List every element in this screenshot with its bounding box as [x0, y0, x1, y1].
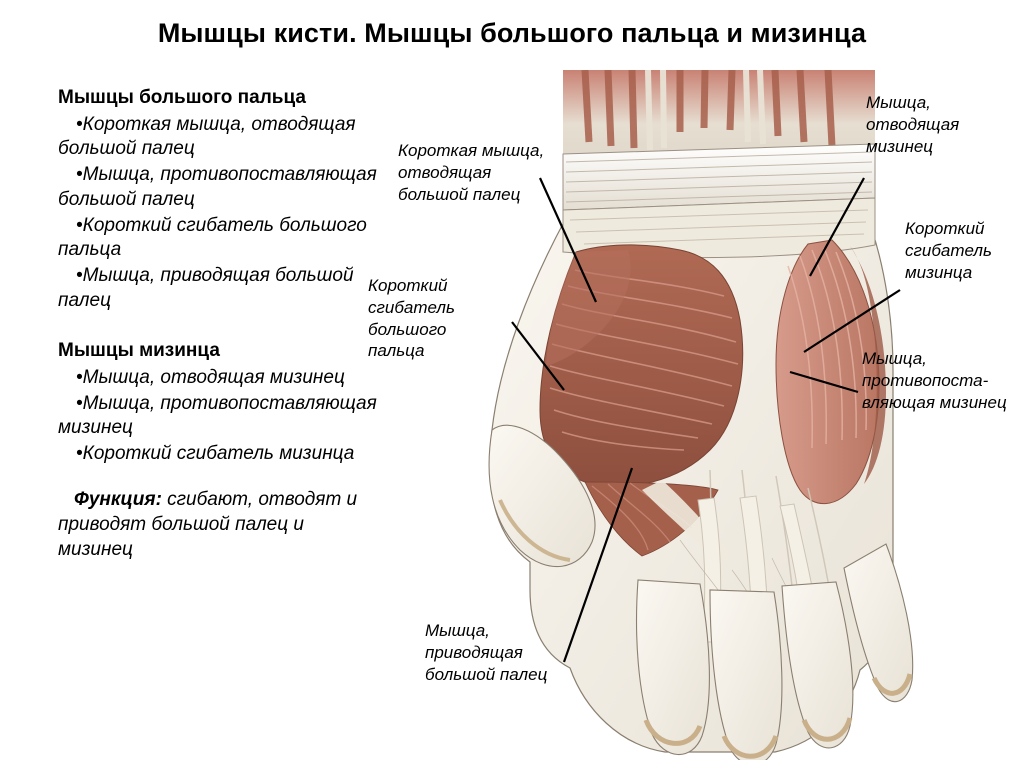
list-item: •Короткий сгибатель мизинца [76, 443, 355, 465]
list-item: •Мышца, приводящая большой палец [58, 264, 354, 311]
section-heading-little-finger: Мышцы мизинца [58, 340, 220, 362]
bullet-list-little-finger [58, 366, 378, 467]
callout-opponens-digiti-minimi: Мышца, противопоста-вляющая мизинец [862, 349, 1007, 412]
function-block [58, 487, 378, 562]
callout-abductor-pollicis-brevis: Короткая мышца, отводящая большой палец [398, 141, 545, 204]
callout-flexor-pollicis-brevis: Короткий сгибатель большого пальца [368, 276, 455, 361]
page-title: Мышцы кисти. Мышцы большого пальца и мизинца [157, 18, 867, 48]
section-little-finger-muscles [58, 339, 378, 467]
callout-abductor-digiti-minimi: Мышца, отводящая мизинец [866, 93, 960, 156]
list-item: •Мышца, отводящая мизинец [76, 367, 345, 388]
function-text: сгибают, отводят и приводят большой палец и мизинец [58, 488, 358, 560]
callout-flexor-digiti-minimi-brevis: Короткий сгибатель мизинца [905, 219, 992, 282]
list-item: •Мышца, противопоставляющая большой палец [58, 164, 377, 210]
list-item: •Короткая мышца, отводящая большой палец [58, 113, 356, 160]
forearm-wrist [563, 70, 875, 258]
list-item: •Короткий сгибатель большого пальца [58, 214, 367, 261]
section-heading-thumb: Мышцы большого пальца [58, 87, 306, 108]
function-label: Функция: [74, 488, 162, 510]
list-item: •Мышца, противопоставляющая мизинец [58, 392, 377, 439]
section-thumb-muscles [58, 86, 378, 313]
left-text-column [58, 86, 378, 562]
bullet-list-thumb [58, 113, 378, 314]
callout-adductor-pollicis: Мышца, приводящая большой палец [425, 621, 548, 684]
